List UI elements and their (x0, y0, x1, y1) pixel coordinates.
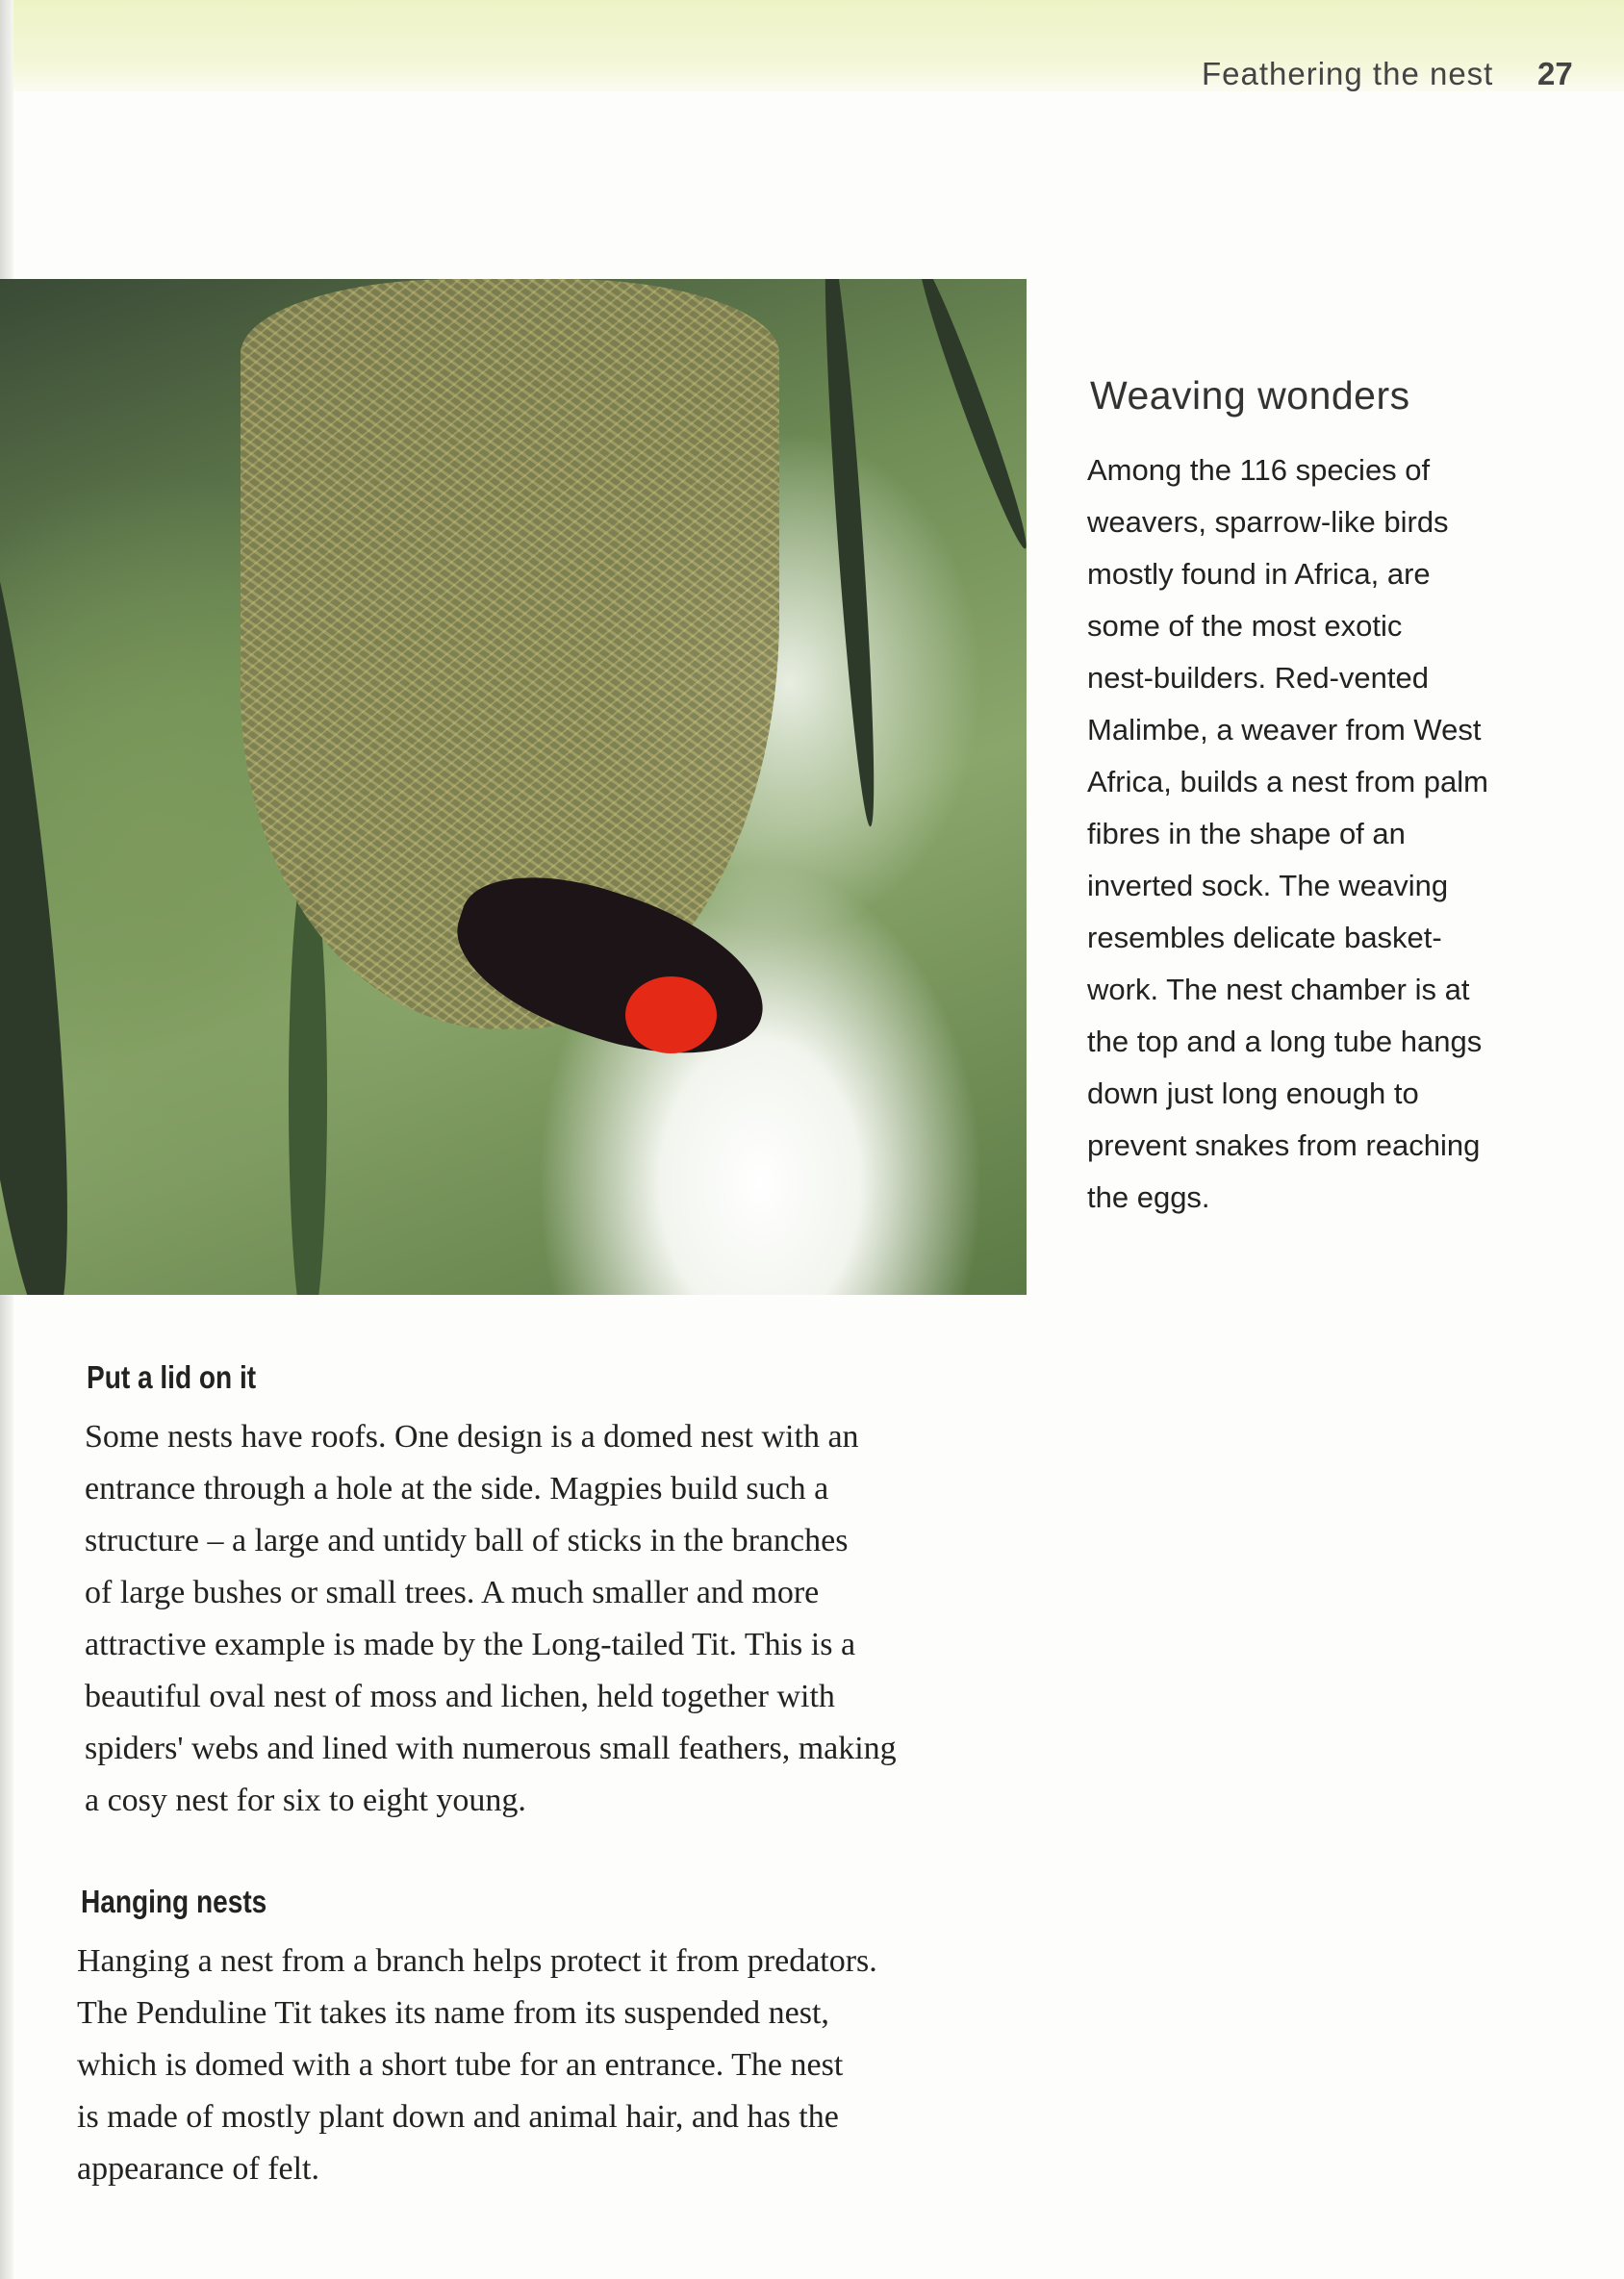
text-line: entrance through a hole at the side. Magpies build such a (85, 1471, 829, 1507)
text-line: prevent snakes from reaching (1087, 1128, 1481, 1162)
section-body (85, 1411, 897, 1827)
text-line: the eggs. (1087, 1180, 1210, 1214)
page-number: 27 (1537, 56, 1573, 91)
leaf (0, 469, 93, 1295)
text-line: inverted sock. The weaving (1087, 869, 1449, 902)
text-line: resembles delicate basket- (1087, 921, 1442, 954)
text-line: Among the 116 species of (1087, 453, 1431, 487)
text-line: structure – a large and untidy ball of sticks in the branches (85, 1523, 849, 1558)
text-line: which is domed with a short tube for an entrance. The nest (77, 2047, 844, 2083)
running-head: Feathering the nest (1202, 56, 1494, 91)
text-line: appearance of felt. (77, 2151, 319, 2187)
text-line: spiders' webs and lined with numerous small feathers, making (85, 1731, 897, 1766)
text-line: The Penduline Tit takes its name from its suspended nest, (77, 1995, 829, 2031)
text-line: mostly found in Africa, are (1087, 557, 1431, 591)
text-line: nest-builders. Red-vented (1087, 661, 1429, 695)
text-line: some of the most exotic (1087, 609, 1403, 643)
text-line: of large bushes or small trees. A much smaller and more (85, 1575, 820, 1610)
text-line: is made of mostly plant down and animal hair, and has the (77, 2099, 839, 2135)
section-heading: Hanging nests (81, 1884, 267, 1919)
text-line: attractive example is made by the Long-tailed Tit. This is a (85, 1627, 856, 1662)
text-line: fibres in the shape of an (1087, 817, 1406, 850)
text-line: beautiful oval nest of moss and lichen, held together with (85, 1679, 835, 1714)
text-line: Malimbe, a weaver from West (1087, 713, 1482, 747)
text-line: Some nests have roofs. One design is a domed nest with an (85, 1419, 859, 1455)
text-line: down just long enough to (1087, 1076, 1419, 1110)
text-line: Africa, builds a nest from palm (1087, 765, 1488, 798)
leaf (816, 279, 882, 827)
sidebar-text (1087, 444, 1488, 1224)
leaf (910, 279, 1027, 552)
weaver-nest-photo (0, 279, 1027, 1295)
section-body (77, 1936, 877, 2195)
text-line: weavers, sparrow-like birds (1087, 505, 1449, 539)
text-line: a cosy nest for six to eight young. (85, 1783, 526, 1818)
bird-red-patch (625, 976, 717, 1053)
section-heading: Put a lid on it (87, 1359, 257, 1395)
text-line: the top and a long tube hangs (1087, 1025, 1483, 1058)
sidebar-title: Weaving wonders (1090, 373, 1410, 418)
text-line: work. The nest chamber is at (1087, 973, 1470, 1006)
text-line: Hanging a nest from a branch helps protect it from predators. (77, 1943, 877, 1979)
